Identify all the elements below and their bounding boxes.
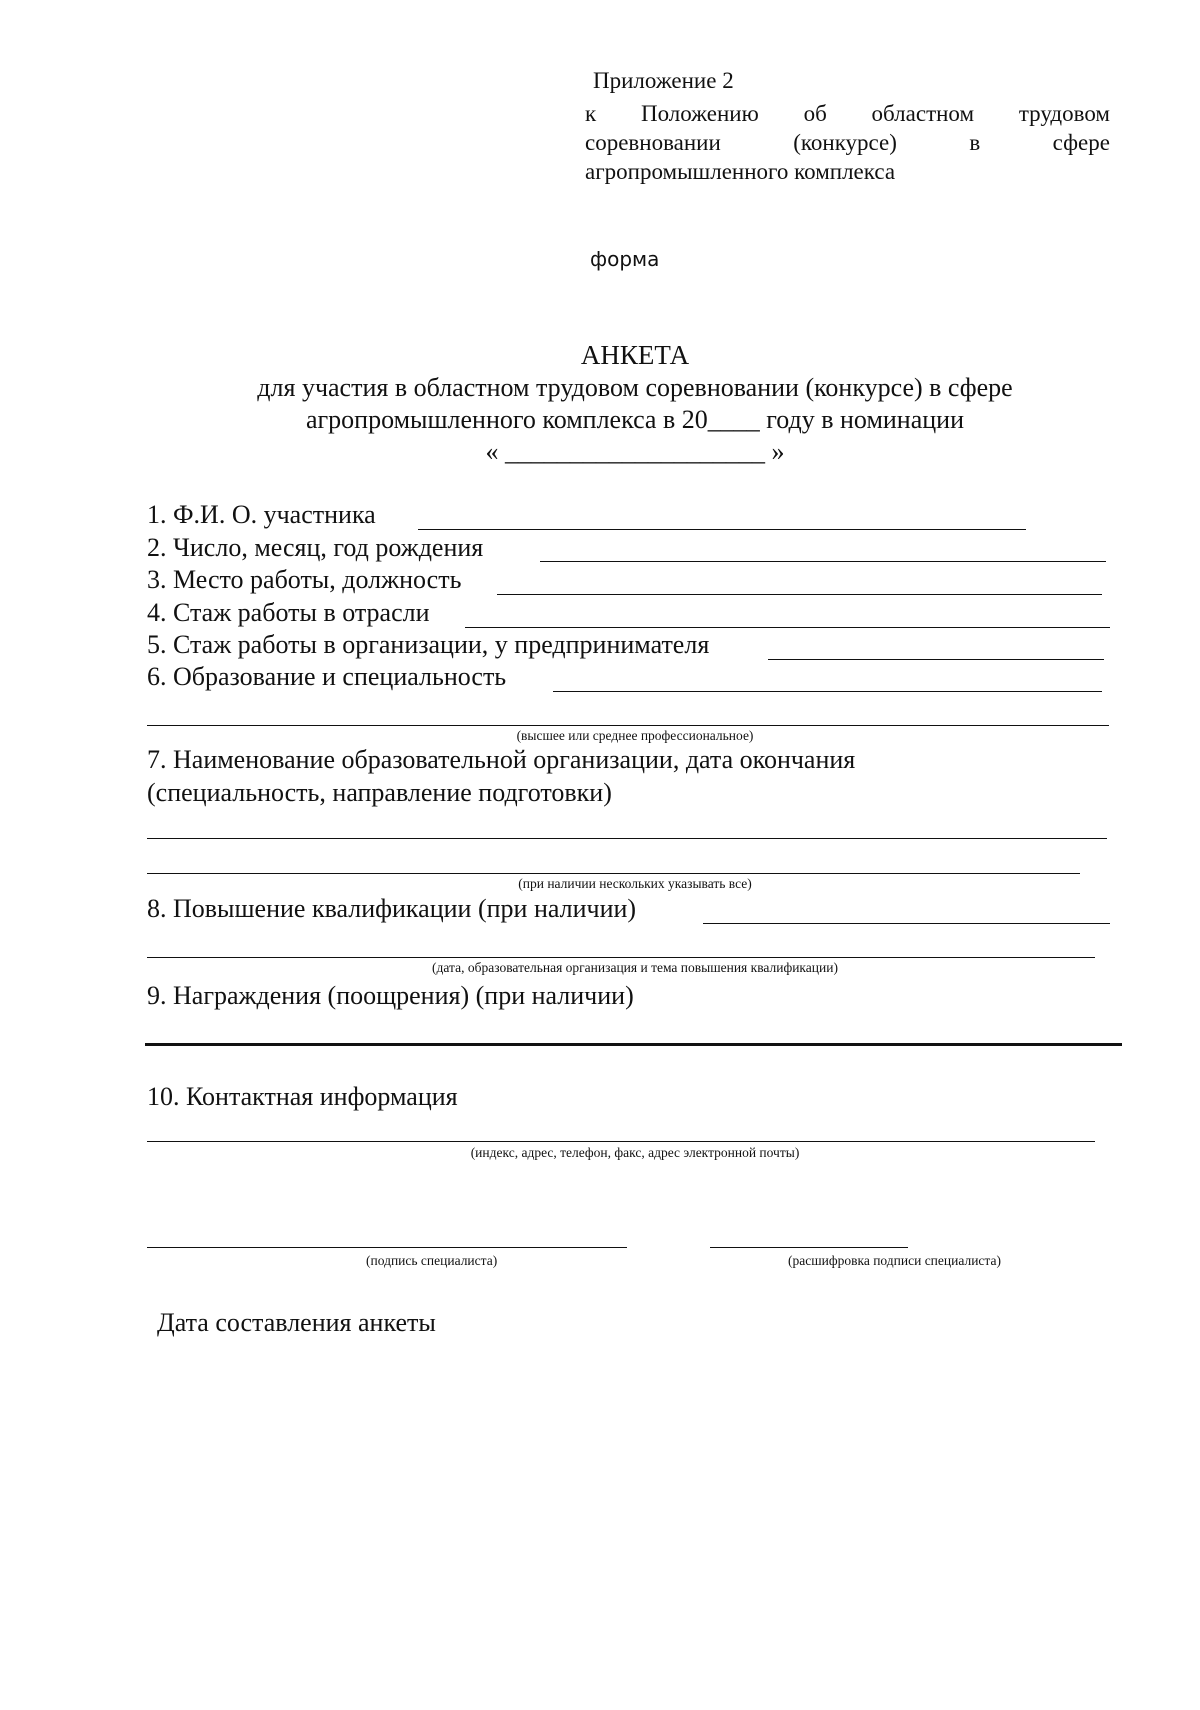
header-word: трудовом [1018,101,1110,126]
nomination-blank[interactable]: ____________________ [505,437,765,466]
field-7-line-2[interactable] [147,873,1080,874]
field-6-line-2[interactable] [147,725,1109,726]
field-7-line[interactable] [147,838,1107,839]
field-10-label: 10. Контактная информация [147,1082,458,1111]
header-word: об [803,101,827,126]
document-title: АНКЕТА [580,340,690,370]
header-word: к [585,101,597,126]
field-7-label: 7. Наименование образовательной организации, дата окончания [147,745,856,774]
field-6-line[interactable] [553,691,1102,692]
nomination-field [0,437,1200,467]
field-2-line[interactable] [540,561,1106,562]
field-3-line[interactable] [497,594,1102,595]
header-word: Положению [640,101,759,126]
field-10-hint: (индекс, адрес, телефон, факс, адрес электронной почты) [470,1145,800,1160]
open-quote: « [485,437,499,466]
field-6-hint: (высшее или среднее профессиональное) [516,728,754,743]
field-3-label: 3. Место работы, должность [147,565,462,594]
field-1-line[interactable] [418,529,1026,530]
field-5-line[interactable] [768,659,1104,660]
field-4-label: 4. Стаж работы в отрасли [147,598,430,627]
field-9-line[interactable] [145,1043,1122,1046]
title-line [0,405,1200,435]
header-word: соревновании [585,130,721,155]
header-word: (конкурсе) [793,130,897,155]
field-2-label: 2. Число, месяц, год рождения [147,533,484,562]
field-9-label: 9. Награждения (поощрения) (при наличии) [147,981,634,1010]
title-line: для участия в областном трудовом соревновании (конкурсе) в сфере [257,373,1013,402]
field-6-label: 6. Образование и специальность [147,662,507,691]
field-7-label-2: (специальность, направление подготовки) [147,778,612,807]
field-10-line[interactable] [147,1141,1095,1142]
field-8-line[interactable] [703,923,1110,924]
field-8-hint: (дата, образовательная организация и тема повышения квалификации) [432,960,838,975]
header-word: в [969,130,981,155]
field-8-line-2[interactable] [147,957,1095,958]
form-label: форма [590,247,660,271]
field-7-hint: (при наличии нескольких указывать все) [518,876,752,891]
close-quote: » [771,437,785,466]
appendix-reference-line: агропромышленного комплекса [585,159,896,184]
signature-hint: (подпись специалиста) [366,1253,498,1268]
date-label: Дата составления анкеты [157,1308,436,1337]
field-5-label: 5. Стаж работы в организации, у предпринимателя [147,630,710,659]
appendix-reference-line [585,101,1110,127]
year-blank[interactable]: ____ [707,405,760,434]
signature-line[interactable] [147,1247,627,1248]
title-text: агропромышленного комплекса в 20 [305,405,708,434]
header-word: сфере [1052,130,1110,155]
appendix-reference-line [585,130,1110,156]
appendix-number: Приложение 2 [593,68,734,93]
signature-decoding-hint: (расшифровка подписи специалиста) [788,1253,1001,1268]
field-4-line[interactable] [465,627,1110,628]
field-1-label: 1. Ф.И. О. участника [147,500,376,529]
field-8-label: 8. Повышение квалификации (при наличии) [147,894,637,923]
title-text: году в номинации [759,405,965,434]
header-word: областном [871,101,975,126]
signature-decoding-line[interactable] [710,1247,908,1248]
